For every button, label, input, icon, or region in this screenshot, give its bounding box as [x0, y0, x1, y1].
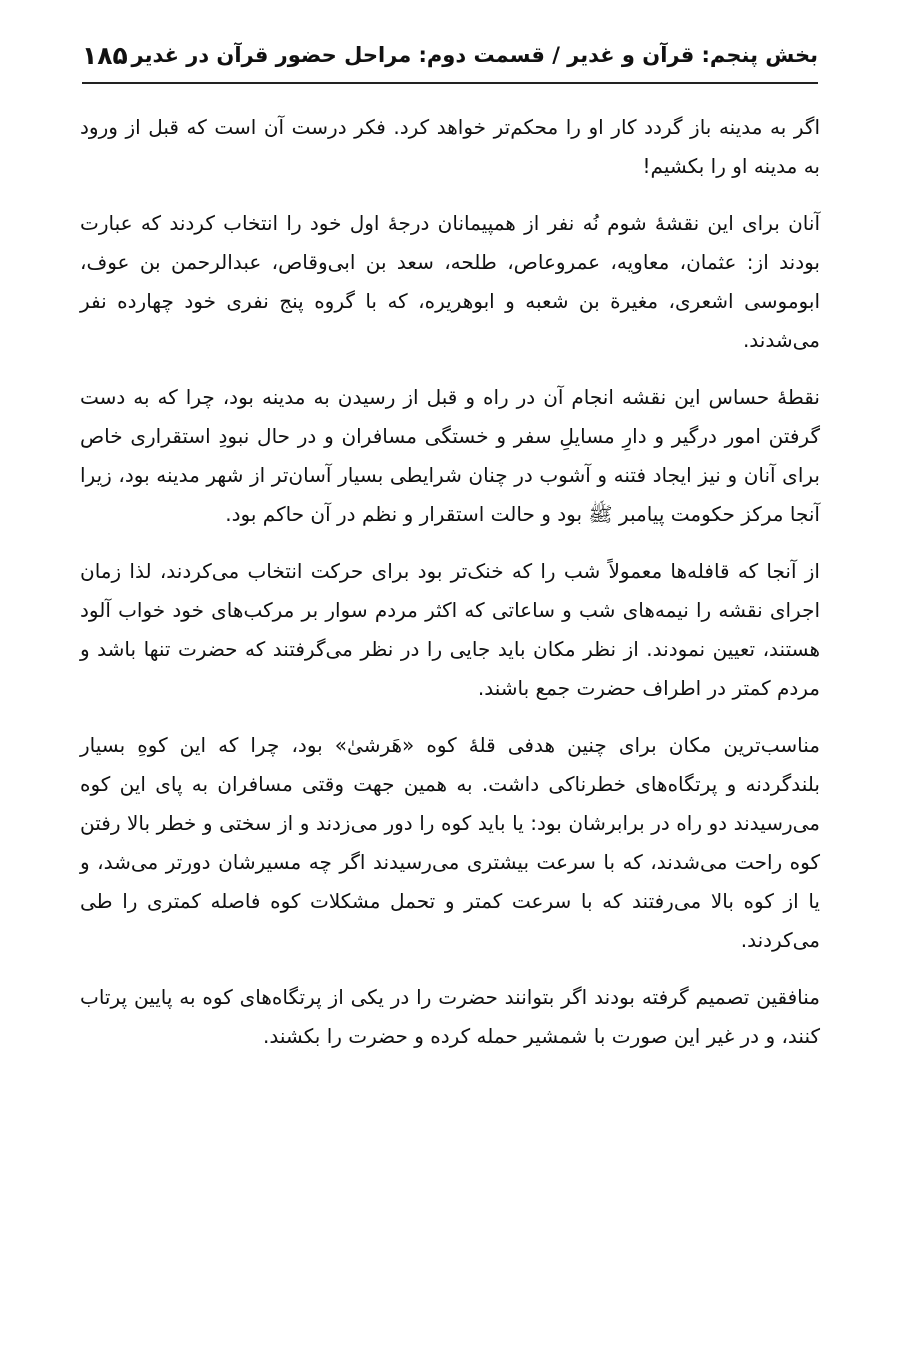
paragraph: از آنجا که قافله‌ها معمولاً شب را که خنک‌تر بود برای حرکت انتخاب می‌کردند، لذا زمان اجرای نقشه را نیمه‌های شب و ساعاتی که اکثر مردم سوار بر مرکب‌های خود خواب آلود هستند، تعیین نمودند. از نظر مکان باید جایی را در نظر می‌گرفتند که حضرت تنها باشد و مردم کمتر در اطراف حضرت جمع باشند. [80, 559, 820, 700]
body-text [80, 108, 820, 1074]
section-title: بخش پنجم: قرآن و غدیر / قسمت دوم: مراحل حضور قرآن در غدیر [131, 43, 818, 67]
paragraph: نقطهٔ حساس این نقشه انجام آن در راه و قبل از رسیدن به مدینه بود، چرا که به دست گرفتن امور درگیر و دارِ مسایلِ سفر و خستگی مسافران و در حال نبودِ استقراری خاص برای آنان و نیز ایجاد فتنه و آشوب در چنان شرایطی بسیار آسان‌تر از شهر مدینه بود، زیرا آنجا مرکز حکومت پیامبر ﷺ بود و حالت استقرار و نظم در آن حاکم بود. [80, 385, 820, 526]
running-header [82, 30, 818, 80]
paragraph: آنان برای این نقشهٔ شوم نُه نفر از همپیمانان درجهٔ اول خود را انتخاب کردند که عبارت بودند از: عثمان، معاویه، عمروعاص، طلحه، سعد بن ابی‌وقاص، عبدالرحمن بن عوف، ابوموسی اشعری، مغیرة بن شعبه و ابوهریره، که با گروه پنج نفری خود چهارده نفر می‌شدند. [80, 211, 820, 352]
paragraph: منافقین تصمیم گرفته بودند اگر بتوانند حضرت را در یکی از پرتگاه‌های کوه به پایین پرتاب کنند، و در غیر این صورت با شمشیر حمله کرده و حضرت را بکشند. [80, 985, 820, 1048]
header-divider [82, 82, 818, 84]
paragraph: اگر به مدینه باز گردد کار او را محکم‌تر خواهد کرد. فکر درست آن است که قبل از ورود به مدینه او را بکشیم! [80, 115, 820, 178]
paragraph: مناسب‌ترین مکان برای چنین هدفی قلهٔ کوه «هَرشیٰ» بود، چرا که این کوهِ بسیار بلندگردنه و پرتگاه‌های خطرناکی داشت. به همین جهت وقتی مسافران به پای این کوه می‌رسیدند دو راه در برابرشان بود: یا باید کوه را دور می‌زدند و از سختی و خطر بالا رفتن کوه راحت می‌شدند، که با سرعت بیشتری می‌رسیدند اگر چه مسیرشان دورتر می‌شد، و یا از کوه بالا می‌رفتند که با سرعت کمتر و تحمل مشکلات کوه فاصله کمتری را طی می‌کردند. [80, 733, 820, 952]
page-number: ۱۸۵ [82, 40, 128, 70]
